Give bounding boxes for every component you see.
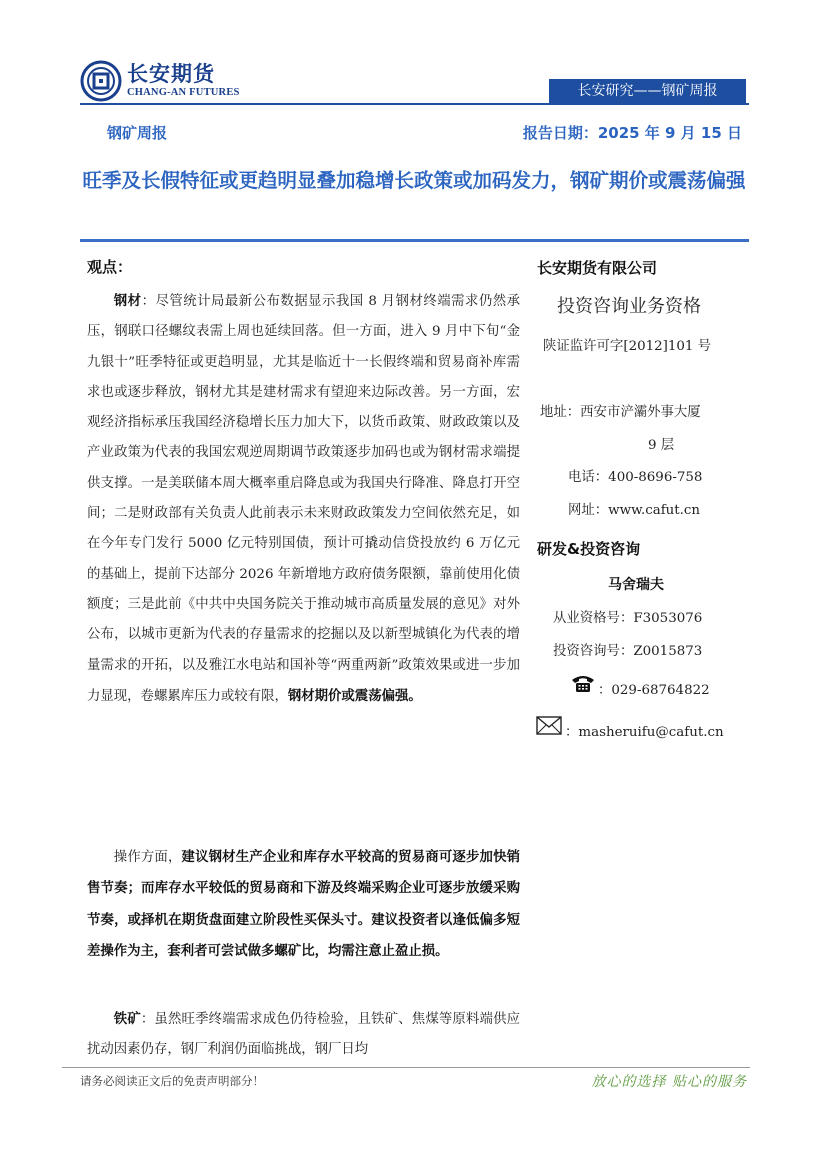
company-phone: 电话：400-8696-758	[568, 470, 703, 485]
logo-emblem-icon	[80, 60, 122, 102]
company-name: 长安期货有限公司	[537, 259, 658, 277]
analyst-practice-cert: 从业资格号：F3053076	[553, 611, 703, 626]
operation-advice: 建议钢材生产企业和库存水平较高的贸易商可逐步加快销售节奏；而库存水平较低的贸易商和下游及终端采购企业可逐步放缓采购节奏，或择机在期货盘面建立阶段性买保头寸。建议投资者以逢低偏多短差操作为主，套利者可尝试做多螺矿比，均需注意止盈止损。	[87, 849, 521, 959]
analyst-tel: ：029-68764822	[598, 683, 710, 698]
company-website: 网址：www.cafut.cn	[568, 503, 701, 518]
company-address: 地址：西安市浐灞外事大厦	[540, 405, 701, 420]
steel-label: 钢材	[113, 293, 142, 309]
operation-prefix: 操作方面，	[113, 850, 182, 865]
iron-ore-text: ：虽然旺季终端需求成色仍待检验，且铁矿、焦煤等原料端供应扰动因素仍存，钢厂利润仍面临挑战，钢厂日均	[87, 1012, 521, 1058]
iron-ore-paragraph	[87, 1004, 520, 1066]
company-address-floor: 9 层	[648, 438, 675, 453]
report-category: 钢矿周报	[107, 124, 168, 142]
company-logo	[80, 58, 240, 104]
footer-divider	[62, 1067, 750, 1068]
analyst-email: ：masheruifu@cafut.cn	[565, 725, 724, 740]
footer-disclaimer: 请务必阅读正文后的免责声明部分！	[80, 1074, 264, 1088]
steel-paragraph	[87, 286, 520, 712]
steel-text: ：尽管统计局最新公布数据显示我国 8 月钢材终端需求仍然承压，钢联口径螺纹表需上周也延续回落。但一方面，进入 9 月中下旬“金九银十”旺季特征或更趋明显，尤其是临近十一长假终端和贸易商补库需求也或逐步释放，钢材尤其是建材需求有望迎来边际改善。另一方面，宏观经济指标承压我国经济稳增长压力加大下，以货币政策、财政政策以及产业政策为代表的我国宏观逆周期调节政策逐步加码也或为钢材需求端提供支撑。一是美联储本周大概率重启降息或为我国央行降准、降息打开空间；二是财政部有关负责人此前表示未来财政政策发力空间依然充足，如在今年专门发行 5000 亿元特别国债，预计可撬动信贷投放约 6 万亿元的基础上，提前下达部分 2026 年新增地方政府债务限额，靠前使用化债额度；三是此前《中共中央国务院关于推动城市高质量发展的意见》对外公布，以城市更新为代表的存量需求的挖掘以及以新型城镇化为代表的增量需求的开拓，以及雅江水电站和国补等“两重两新”政策效果或进一步加力显现，卷螺累库压力或较有限，	[87, 294, 521, 704]
report-date: 报告日期：2025 年 9 月 15 日	[522, 124, 742, 142]
envelope-icon	[536, 715, 564, 737]
header-report-tag: 长安研究——钢矿周报	[549, 79, 746, 103]
header-divider	[80, 103, 749, 105]
steel-conclusion: 钢材期价或震荡偏强。	[287, 687, 422, 704]
footer-slogan: 放心的选择 贴心的服务	[591, 1074, 747, 1090]
analyst-name: 马舍瑞夫	[608, 577, 664, 593]
telephone-icon	[570, 673, 596, 693]
iron-ore-label: 铁矿	[113, 1011, 141, 1027]
logo-cn-text: 长安期货	[127, 62, 215, 86]
analyst-advisory-cert: 投资咨询号：Z0015873	[553, 644, 703, 659]
rnd-heading: 研发&投资咨询	[537, 540, 641, 558]
report-title: 旺季及长假特征或更趋明显叠加稳增长政策或加码发力，钢矿期价或震荡偏强	[82, 169, 746, 192]
operation-paragraph	[87, 842, 520, 967]
title-divider	[80, 239, 749, 242]
views-heading: 观点：	[87, 258, 133, 276]
logo-en-text: CHANG-AN FUTURES	[127, 87, 240, 98]
company-qualification: 投资咨询业务资格	[557, 296, 701, 317]
company-license: 陕证监许可字[2012]101 号	[543, 339, 712, 354]
